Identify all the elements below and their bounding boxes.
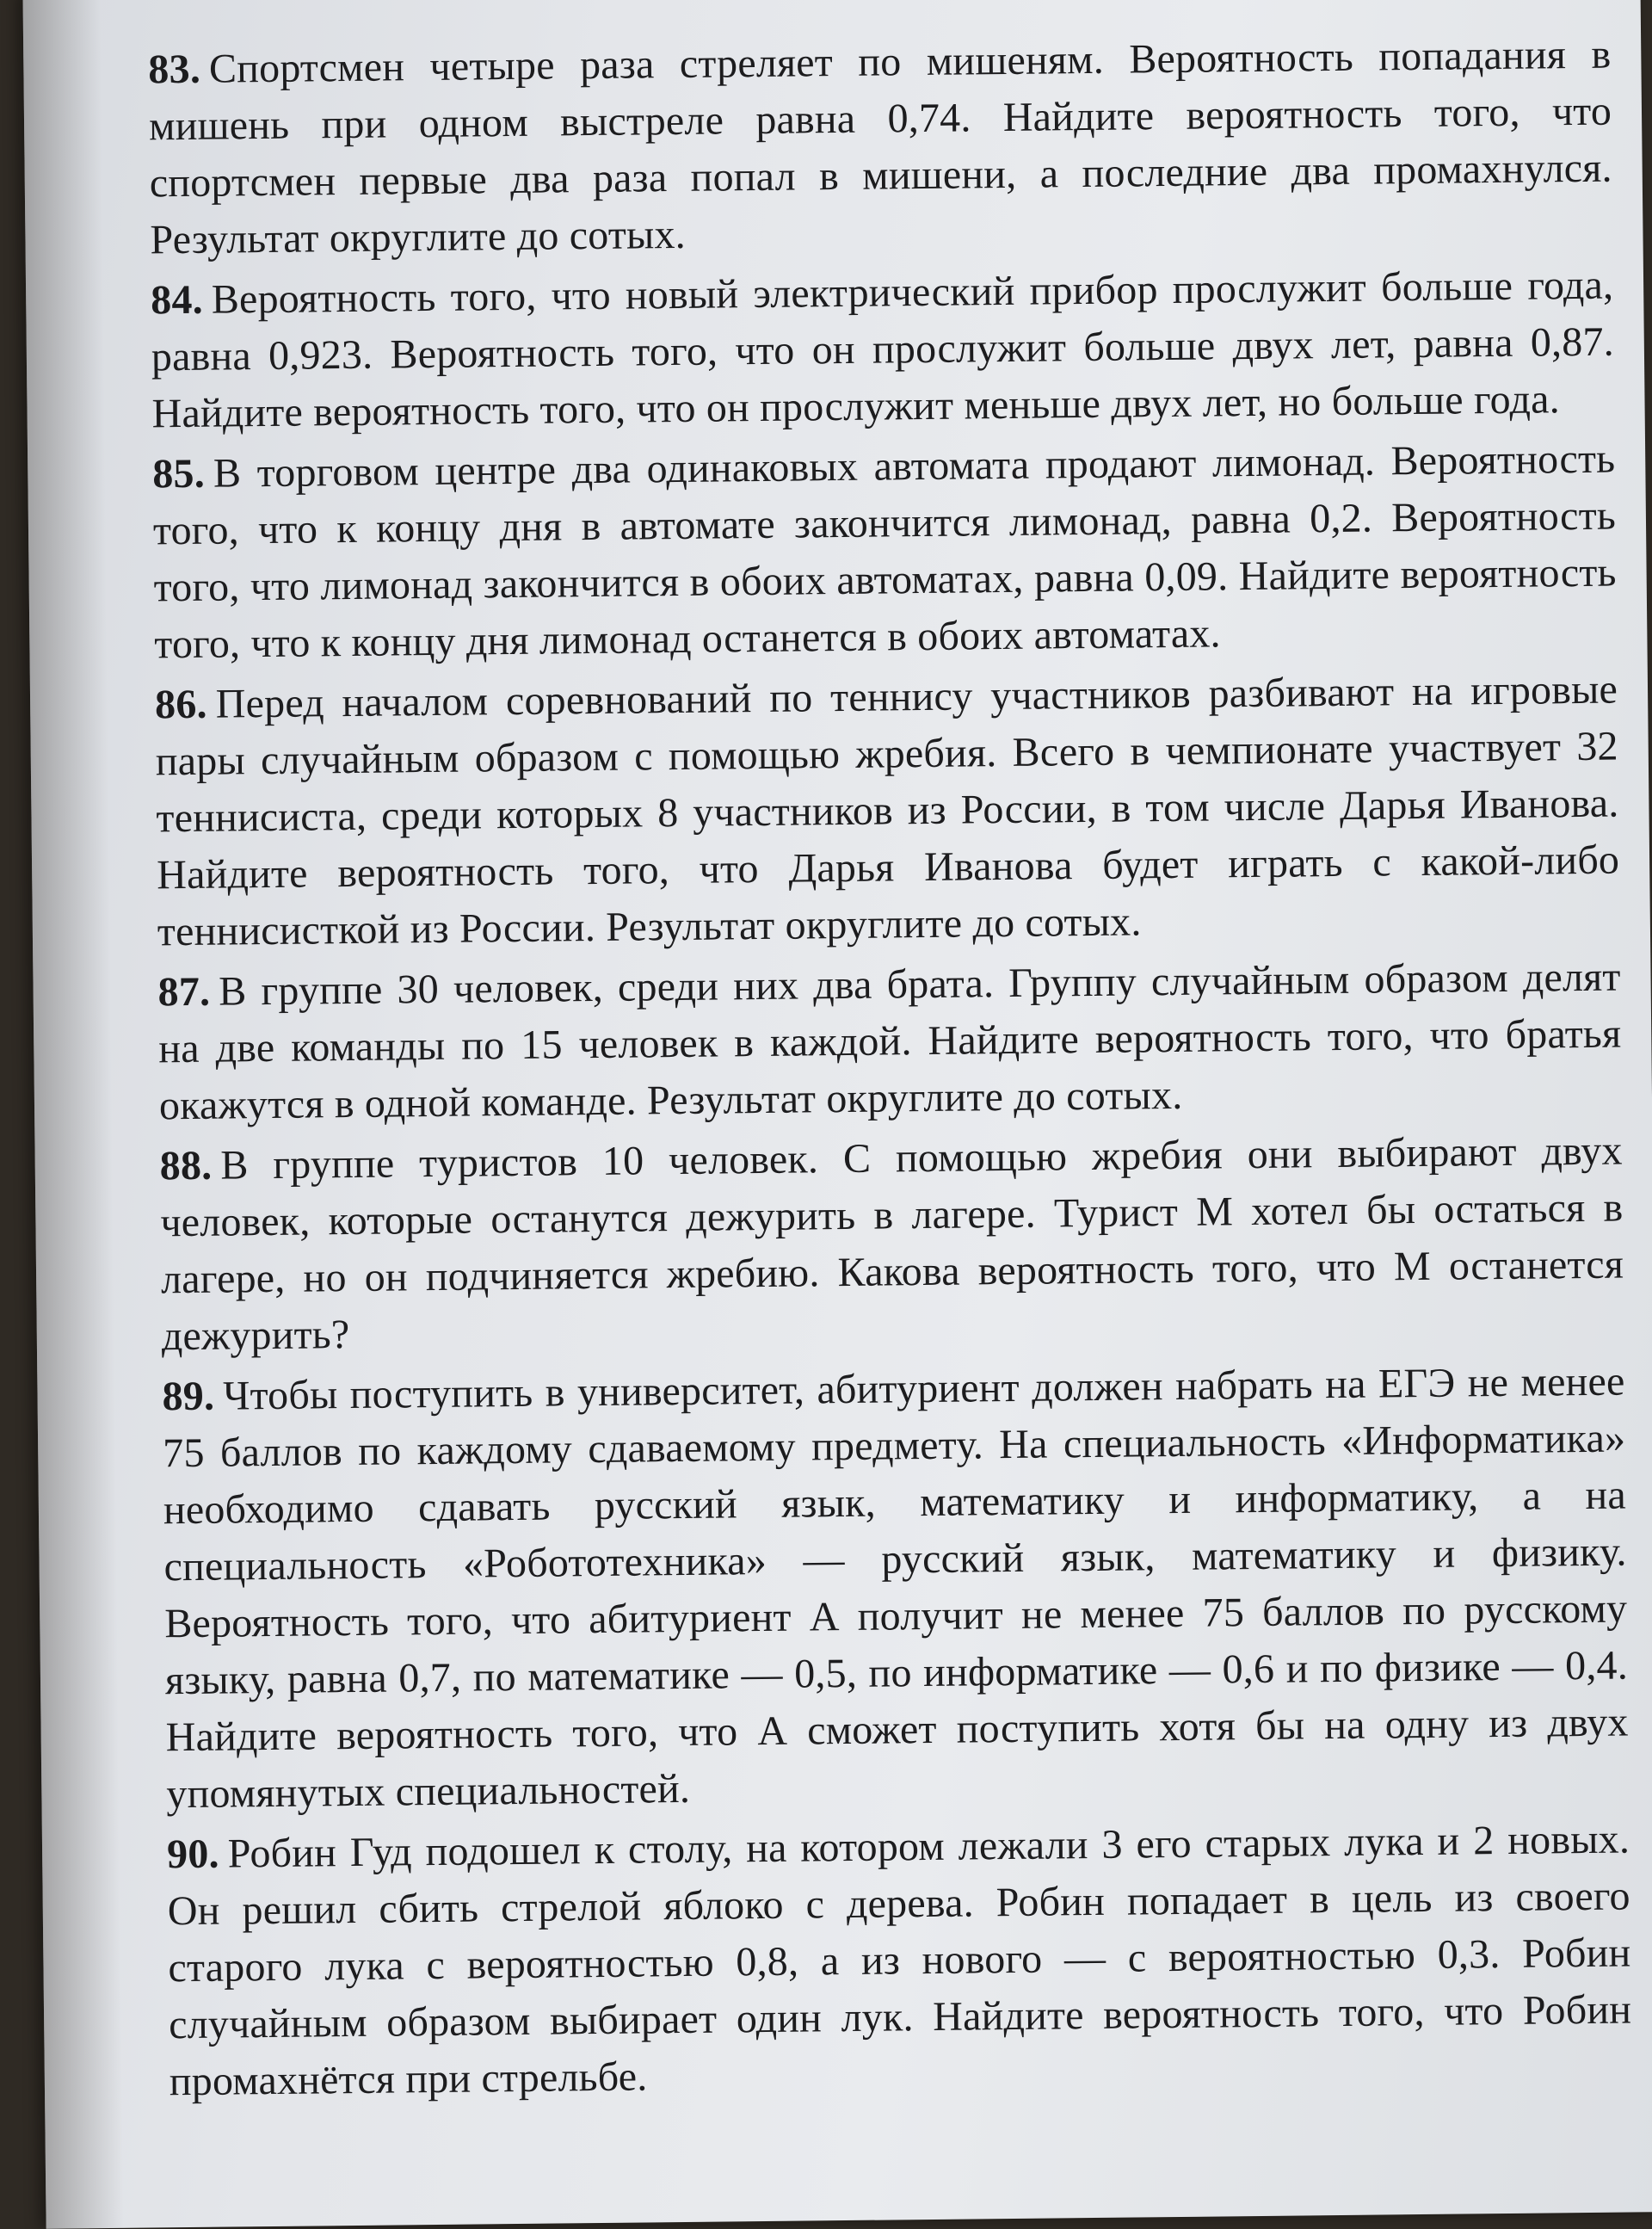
problem-number: 87. xyxy=(157,968,211,1016)
problem-text: В торговом центре два одинаковых автомата продают лимонад. Вероятность того, что к концу дня в автомате закончится лимонад, равна 0,2. Вероятность того, что лимонад закончится в обоих автоматах, равна 0,09. Найдите вероятность того, что к концу дня лимонад останется в обоих автоматах. xyxy=(152,435,1617,668)
problem-number: 89. xyxy=(162,1373,215,1420)
problem-text: Чтобы поступить в университет, абитуриент должен набрать на ЕГЭ не менее 75 баллов по каждому сдаваемому предмету. На специальность «Информатика» необходимо сдавать русский язык, математику и информатику, а на специальность «Робототехника» — русский язык, математику и физику. Вероятность того, что абитуриент А получит не менее 75 баллов по русскому языку, равна 0,7, по математике — 0,5, по информатике — 0,6 и по физике — 0,4. Найдите вероятность того, что А сможет поступить хотя бы на одну из двух упомянутых специальностей. xyxy=(162,1358,1629,1818)
paper-sheet xyxy=(22,0,1652,2229)
problem-83 xyxy=(148,27,1613,269)
problem-text: В группе 30 человек, среди них два брата. Группу случайным образом делят на две команды по 15 человек в каждой. Найдите вероятность того, что братья окажутся в одной команде. Результат округлите до сотых. xyxy=(158,954,1622,1129)
problem-text: Перед началом соревнований по теннису участников разбивают на игровые пары случайным образом с помощью жребия. Всего в чемпионате участвует 32 теннисиста, среди которых 8 участников из России, в том числе Дарья Иванова. Найдите вероятность того, что Дарья Иванова будет играть с какой-либо теннисисткой из России. Результат округлите до сотых. xyxy=(155,666,1620,955)
problem-88 xyxy=(159,1123,1624,1366)
problem-number: 85. xyxy=(152,450,206,497)
problem-text: Робин Гуд подошел к столу, на котором лежали 3 его старых лука и 2 новых. Он решил сбить стрелой яблоко с дерева. Робин попадает в цель из своего старого лука с вероятностью 0,8, а из нового — с вероятностью 0,3. Робин случайным образом выбирает один лук. Найдите вероятность того, что Робин промахнётся при стрельбе. xyxy=(167,1816,1632,2105)
problem-number: 88. xyxy=(159,1142,213,1189)
problem-number: 83. xyxy=(148,46,201,93)
problem-89 xyxy=(162,1354,1629,1824)
problem-text: В группе туристов 10 человек. С помощью жребия они выбирают двух человек, которые останутся дежурить в лагере. Турист М хотел бы остаться в лагере, но он подчиняется жребию. Какова вероятность того, что М останется дежурить? xyxy=(160,1127,1624,1360)
problem-text: Вероятность того, что новый электрический прибор прослужит больше года, равна 0,923. Вероятность того, что он прослужит больше двух лет, равна 0,87. Найдите вероятность того, что он прослужит меньше двух лет, но больше года. xyxy=(151,262,1615,437)
problem-87 xyxy=(157,949,1622,1135)
problem-84 xyxy=(151,257,1615,443)
problem-90 xyxy=(167,1811,1632,2110)
problem-list xyxy=(148,27,1632,2115)
problem-number: 90. xyxy=(166,1831,220,1878)
problem-text: Спортсмен четыре раза стреляет по мишеням. Вероятность попадания в мишень при одном выстреле равна 0,74. Найдите вероятность того, что спортсмен первые два раза попал в мишени, а последние два промахнулся. Результат округлите до сотых. xyxy=(148,31,1612,263)
page-shadow xyxy=(22,0,123,2229)
problem-85 xyxy=(152,431,1618,674)
problem-number: 86. xyxy=(154,681,208,728)
problem-86 xyxy=(155,662,1620,961)
problem-number: 84. xyxy=(150,276,204,324)
